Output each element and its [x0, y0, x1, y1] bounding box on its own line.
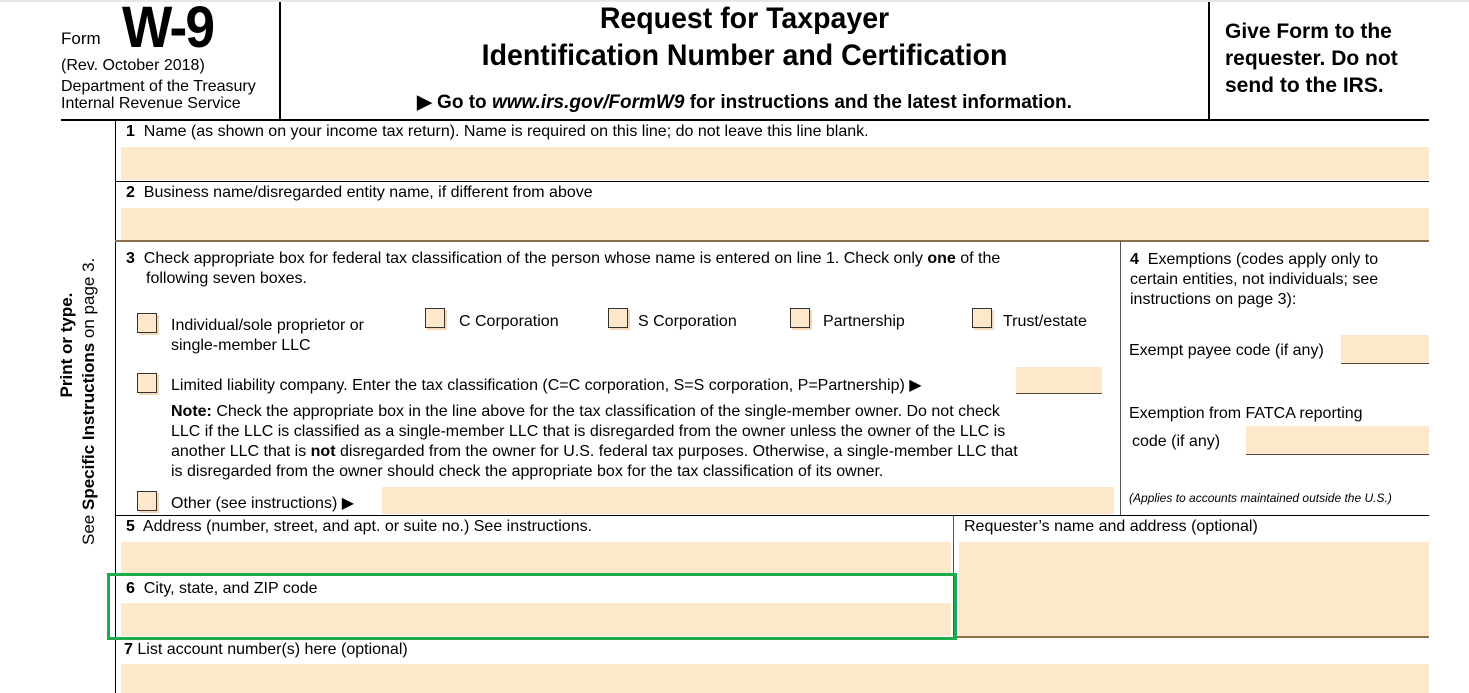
partnership-checkbox[interactable] [790, 308, 810, 328]
page-title [304, 0, 1185, 74]
line7-label [124, 641, 408, 659]
agency-block [61, 78, 256, 112]
other-text: Other (see instructions) [171, 495, 338, 512]
divider [115, 240, 1429, 242]
requester-input[interactable] [959, 542, 1429, 636]
c-corporation-label: C Corporation [459, 313, 559, 330]
print-or-type: Print or type. [57, 292, 76, 398]
line1-label [126, 123, 869, 141]
llc-classification-input[interactable] [1016, 367, 1102, 394]
fatca-label: Exemption from FATCA reporting [1129, 405, 1363, 422]
llc-note [171, 402, 1018, 482]
trust-estate-checkbox[interactable] [972, 308, 992, 328]
line2-label [126, 184, 593, 202]
name-input[interactable] [121, 147, 1429, 180]
llc-label [171, 375, 922, 395]
give-line-1: Give Form to the [1225, 20, 1392, 43]
business-name-input[interactable] [121, 208, 1429, 240]
note-text: Check the appropriate box in the line above for the tax classification of the single-member owner. Do not check [216, 403, 1000, 420]
emphasis: one [927, 250, 956, 267]
line-text: of the [960, 250, 1001, 267]
title-line-1: Request for Taxpayer [599, 2, 890, 35]
line-text: instructions on page 3): [1130, 291, 1297, 308]
line-text: Exemptions (codes apply only to [1147, 251, 1379, 268]
divider [115, 181, 1429, 182]
irs-url-link[interactable]: www.irs.gov/FormW9 [491, 92, 685, 113]
title-line-2: Identification Number and Certification [481, 39, 1008, 72]
exempt-payee-label: Exempt payee code (if any) [1129, 342, 1324, 359]
triangle-right-icon: ▶ [417, 92, 432, 113]
give-line-2: requester. Do not [1225, 47, 1398, 70]
side-instructions [57, 115, 99, 545]
s-corporation-label: S Corporation [638, 313, 737, 330]
divider [954, 636, 1429, 638]
partnership-label: Partnership [823, 313, 905, 330]
triangle-right-icon: ▶ [909, 377, 922, 394]
divider [115, 515, 1429, 516]
triangle-right-icon: ▶ [341, 495, 355, 512]
fatca-note: (Applies to accounts maintained outside the U.S.) [1129, 491, 1392, 505]
account-numbers-input[interactable] [121, 664, 1429, 693]
individual-checkbox[interactable] [137, 313, 157, 333]
see-specific-instructions [79, 115, 99, 545]
goto-suffix: for instructions and the latest information. [689, 92, 1072, 113]
department: Department of the Treasury [61, 78, 256, 95]
line-text: List account number(s) here (optional) [137, 641, 408, 658]
note-label: Note: [171, 403, 212, 420]
focus-highlight [107, 573, 957, 640]
trust-estate-label: Trust/estate [1003, 313, 1087, 330]
line-text: Check appropriate box for federal tax classification of the person whose name is entered on line 1. Check only [143, 250, 923, 267]
note-text: disregarded from the owner for U.S. federal tax purposes. Otherwise, a single-member LLC that [339, 443, 1018, 460]
note-text: another LLC that is [171, 443, 307, 460]
line3-label [126, 250, 1000, 268]
see-word: See [79, 514, 98, 545]
line-number: 5 [126, 518, 135, 535]
line-number: 7 [124, 641, 133, 658]
line-text: City, state, and ZIP code [143, 580, 318, 597]
address-input[interactable] [121, 542, 951, 574]
s-corporation-checkbox[interactable] [608, 308, 628, 328]
line-number: 6 [126, 580, 135, 597]
line-text: certain entities, not individuals; see [1130, 271, 1379, 288]
line-number: 1 [126, 123, 135, 140]
llc-text: Limited liability company. Enter the tax classification (C=C corporation, S=S corporation, P=Partnership) [171, 377, 905, 394]
divider [1208, 2, 1210, 120]
fatca-code-input[interactable] [1246, 426, 1429, 455]
exempt-payee-input[interactable] [1341, 335, 1429, 364]
specific-instructions: Specific Instructions [79, 342, 98, 511]
line-number: 2 [126, 184, 135, 201]
exemptions-label [1130, 250, 1378, 310]
goto-prefix: Go to [437, 92, 487, 113]
revision-date: (Rev. October 2018) [61, 57, 205, 74]
line-number: 4 [1130, 251, 1139, 268]
other-label [171, 493, 354, 513]
form-number: W-9 [122, 0, 214, 60]
form-label: Form [61, 29, 101, 48]
on-page: on page 3. [79, 257, 98, 339]
option-text: single-member LLC [171, 337, 311, 354]
line3-label-cont: following seven boxes. [146, 270, 307, 287]
fatca-label-cont: code (if any) [1132, 433, 1221, 450]
line-text: Name (as shown on your income tax return). Name is required on this line; do not leave this line blank. [143, 123, 869, 140]
line-text: Business name/disregarded entity name, if different from above [143, 184, 593, 201]
emphasis: not [310, 443, 336, 460]
note-text: is disregarded from the owner should check the appropriate box for the tax classification of its owner. [171, 463, 884, 480]
llc-checkbox[interactable] [137, 373, 157, 393]
instructions-link-line [281, 91, 1208, 114]
option-text: Individual/sole proprietor or [171, 317, 364, 334]
other-input[interactable] [382, 487, 1114, 514]
give-form-notice [1225, 18, 1398, 99]
divider [1120, 241, 1121, 515]
individual-label [171, 316, 364, 356]
line-number: 3 [126, 250, 135, 267]
line-text: Address (number, street, and apt. or suite no.) See instructions. [142, 518, 593, 535]
other-checkbox[interactable] [137, 491, 157, 511]
line5-label [126, 518, 592, 536]
note-text: LLC if the LLC is classified as a single-member LLC that is disregarded from the owner unless the owner of the LLC is [171, 423, 1006, 440]
c-corporation-checkbox[interactable] [425, 308, 445, 328]
requester-label: Requester’s name and address (optional) [964, 518, 1258, 535]
header-divider [61, 119, 1429, 121]
agency: Internal Revenue Service [61, 95, 241, 112]
give-line-3: send to the IRS. [1225, 74, 1384, 97]
